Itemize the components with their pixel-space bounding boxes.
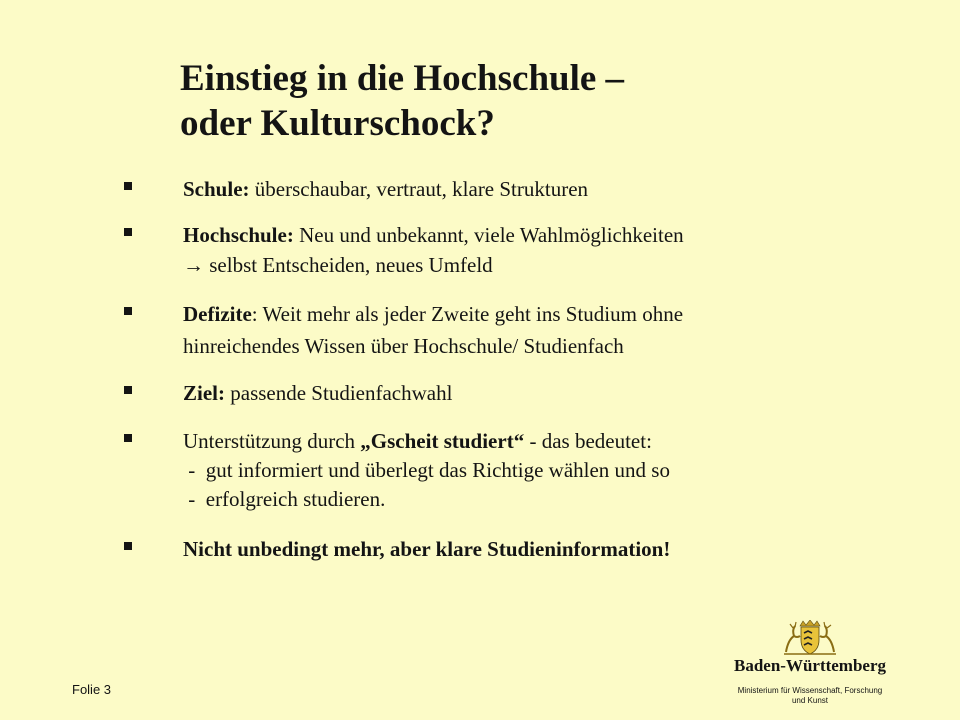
square-bullet-icon xyxy=(124,307,132,315)
bullet-line: Hochschule: Neu und unbekannt, viele Wahlmöglichkeiten xyxy=(183,223,684,247)
square-bullet-icon xyxy=(124,386,132,394)
ministry-logo xyxy=(720,614,900,714)
bullet-sub-line: - gut informiert und überlegt das Richtige wählen und so xyxy=(183,458,670,482)
bullet-line: Defizite: Weit mehr als jeder Zweite geht ins Studium ohne xyxy=(183,302,684,326)
square-bullet-icon xyxy=(124,434,132,442)
bullet-line: Unterstützung durch „Gscheit studiert“ - das bedeutet: xyxy=(183,429,652,453)
square-bullet-icon xyxy=(124,182,132,190)
brand-name: Baden-Württemberg xyxy=(733,656,887,675)
slide-title xyxy=(180,56,624,146)
bullet-sub-line: - erfolgreich studieren. xyxy=(183,487,386,511)
state-coat-of-arms-icon xyxy=(782,620,838,656)
square-bullet-icon xyxy=(124,542,132,550)
bullet-line: Schule: überschaubar, vertraut, klare Strukturen xyxy=(183,177,589,201)
ministry-name: Ministerium für Wissenschaft, Forschung und Kunst xyxy=(737,686,883,705)
title-line-1: Einstieg in die Hochschule – xyxy=(180,58,625,99)
title-line-2: oder Kulturschock? xyxy=(180,103,495,145)
bullet-line: Ziel: passende Studienfachwahl xyxy=(183,381,453,405)
square-bullet-icon xyxy=(124,228,132,236)
bullet-continuation: → selbst Entscheiden, neues Umfeld xyxy=(183,253,493,277)
bullet-continuation: hinreichendes Wissen über Hochschule/ Studienfach xyxy=(183,334,624,358)
slide-number: Folie 3 xyxy=(72,682,112,697)
bullet-line: Nicht unbedingt mehr, aber klare Studieninformation! xyxy=(183,537,671,561)
